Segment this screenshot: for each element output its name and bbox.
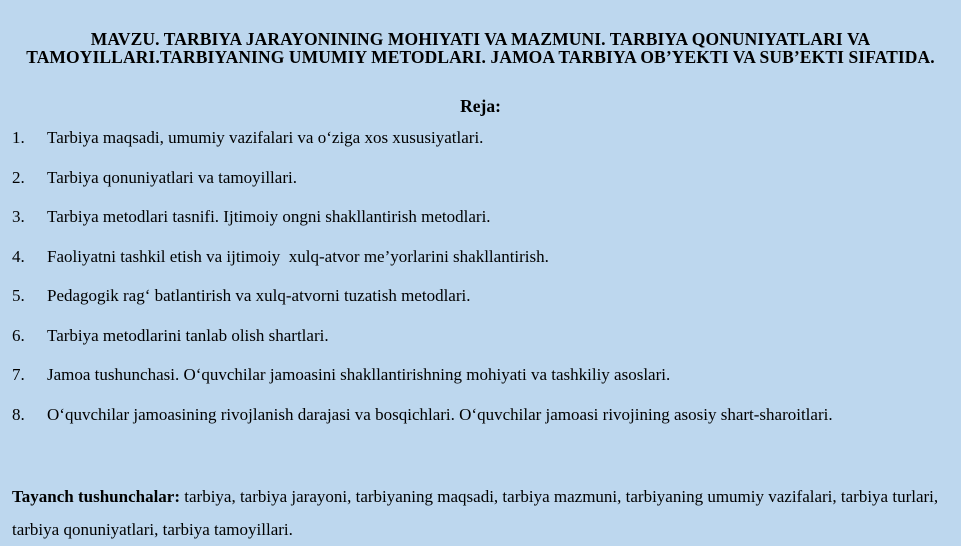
slide-title: MAVZU. TARBIYA JARAYONINING MOHIYATI VA MAZMUNI. TARBIYA QONUNIYATLARI VA TAMOYILLARI.TARBIYANING UMUMIY METODLARI. JAMOA TARBIYA OB’YEKTI VA SUB’EKTI SIFATIDA.: [26, 29, 935, 67]
plan-item-text: Tarbiya metodlarini tanlab olish shartlari.: [47, 326, 329, 345]
plan-item-number: 6.: [12, 326, 25, 345]
plan-item-number: 3.: [12, 207, 25, 226]
plan-item-text: Jamoa tushunchasi. O‘quvchilar jamoasini shakllantirishning mohiyati va tashkiliy asoslari.: [47, 365, 671, 384]
plan-item-number: 8.: [12, 405, 25, 424]
plan-item-number: 5.: [12, 286, 25, 305]
plan-item-text: Tarbiya maqsadi, umumiy vazifalari va o‘ziga xos xususiyatlari.: [47, 128, 484, 147]
plan-item-number: 1.: [12, 128, 25, 147]
plan-heading: Reja:: [460, 96, 501, 116]
plan-item-text: O‘quvchilar jamoasining rivojlanish darajasi va bosqichlari. O‘quvchilar jamoasi rivojining asosiy shart-sharoitlari.: [47, 405, 833, 424]
plan-item-text: Pedagogik rag‘ batlantirish va xulq-atvorni tuzatish metodlari.: [47, 286, 471, 305]
plan-item-number: 4.: [12, 247, 25, 266]
plan-item-text: Tarbiya qonuniyatlari va tamoyillari.: [47, 168, 297, 187]
plan-item-number: 7.: [12, 365, 25, 384]
key-concepts: [12, 480, 952, 546]
plan-item-number: 2.: [12, 168, 25, 187]
plan-item-text: Tarbiya metodlari tasnifi. Ijtimoiy ongni shakllantirish metodlari.: [47, 207, 491, 226]
plan-item-text: Faoliyatni tashkil etish va ijtimoiy xulq-atvor me’yorlarini shakllantirish.: [47, 247, 549, 266]
key-concepts-label: Tayanch tushunchalar:: [12, 487, 181, 506]
key-concepts-text: tarbiya, tarbiya jarayoni, tarbiyaning maqsadi, tarbiya mazmuni, tarbiyaning umumiy vazifalari, tarbiya turlari, tarbiya qonuniyatlari, tarbiya tamoyillari.: [12, 487, 939, 539]
